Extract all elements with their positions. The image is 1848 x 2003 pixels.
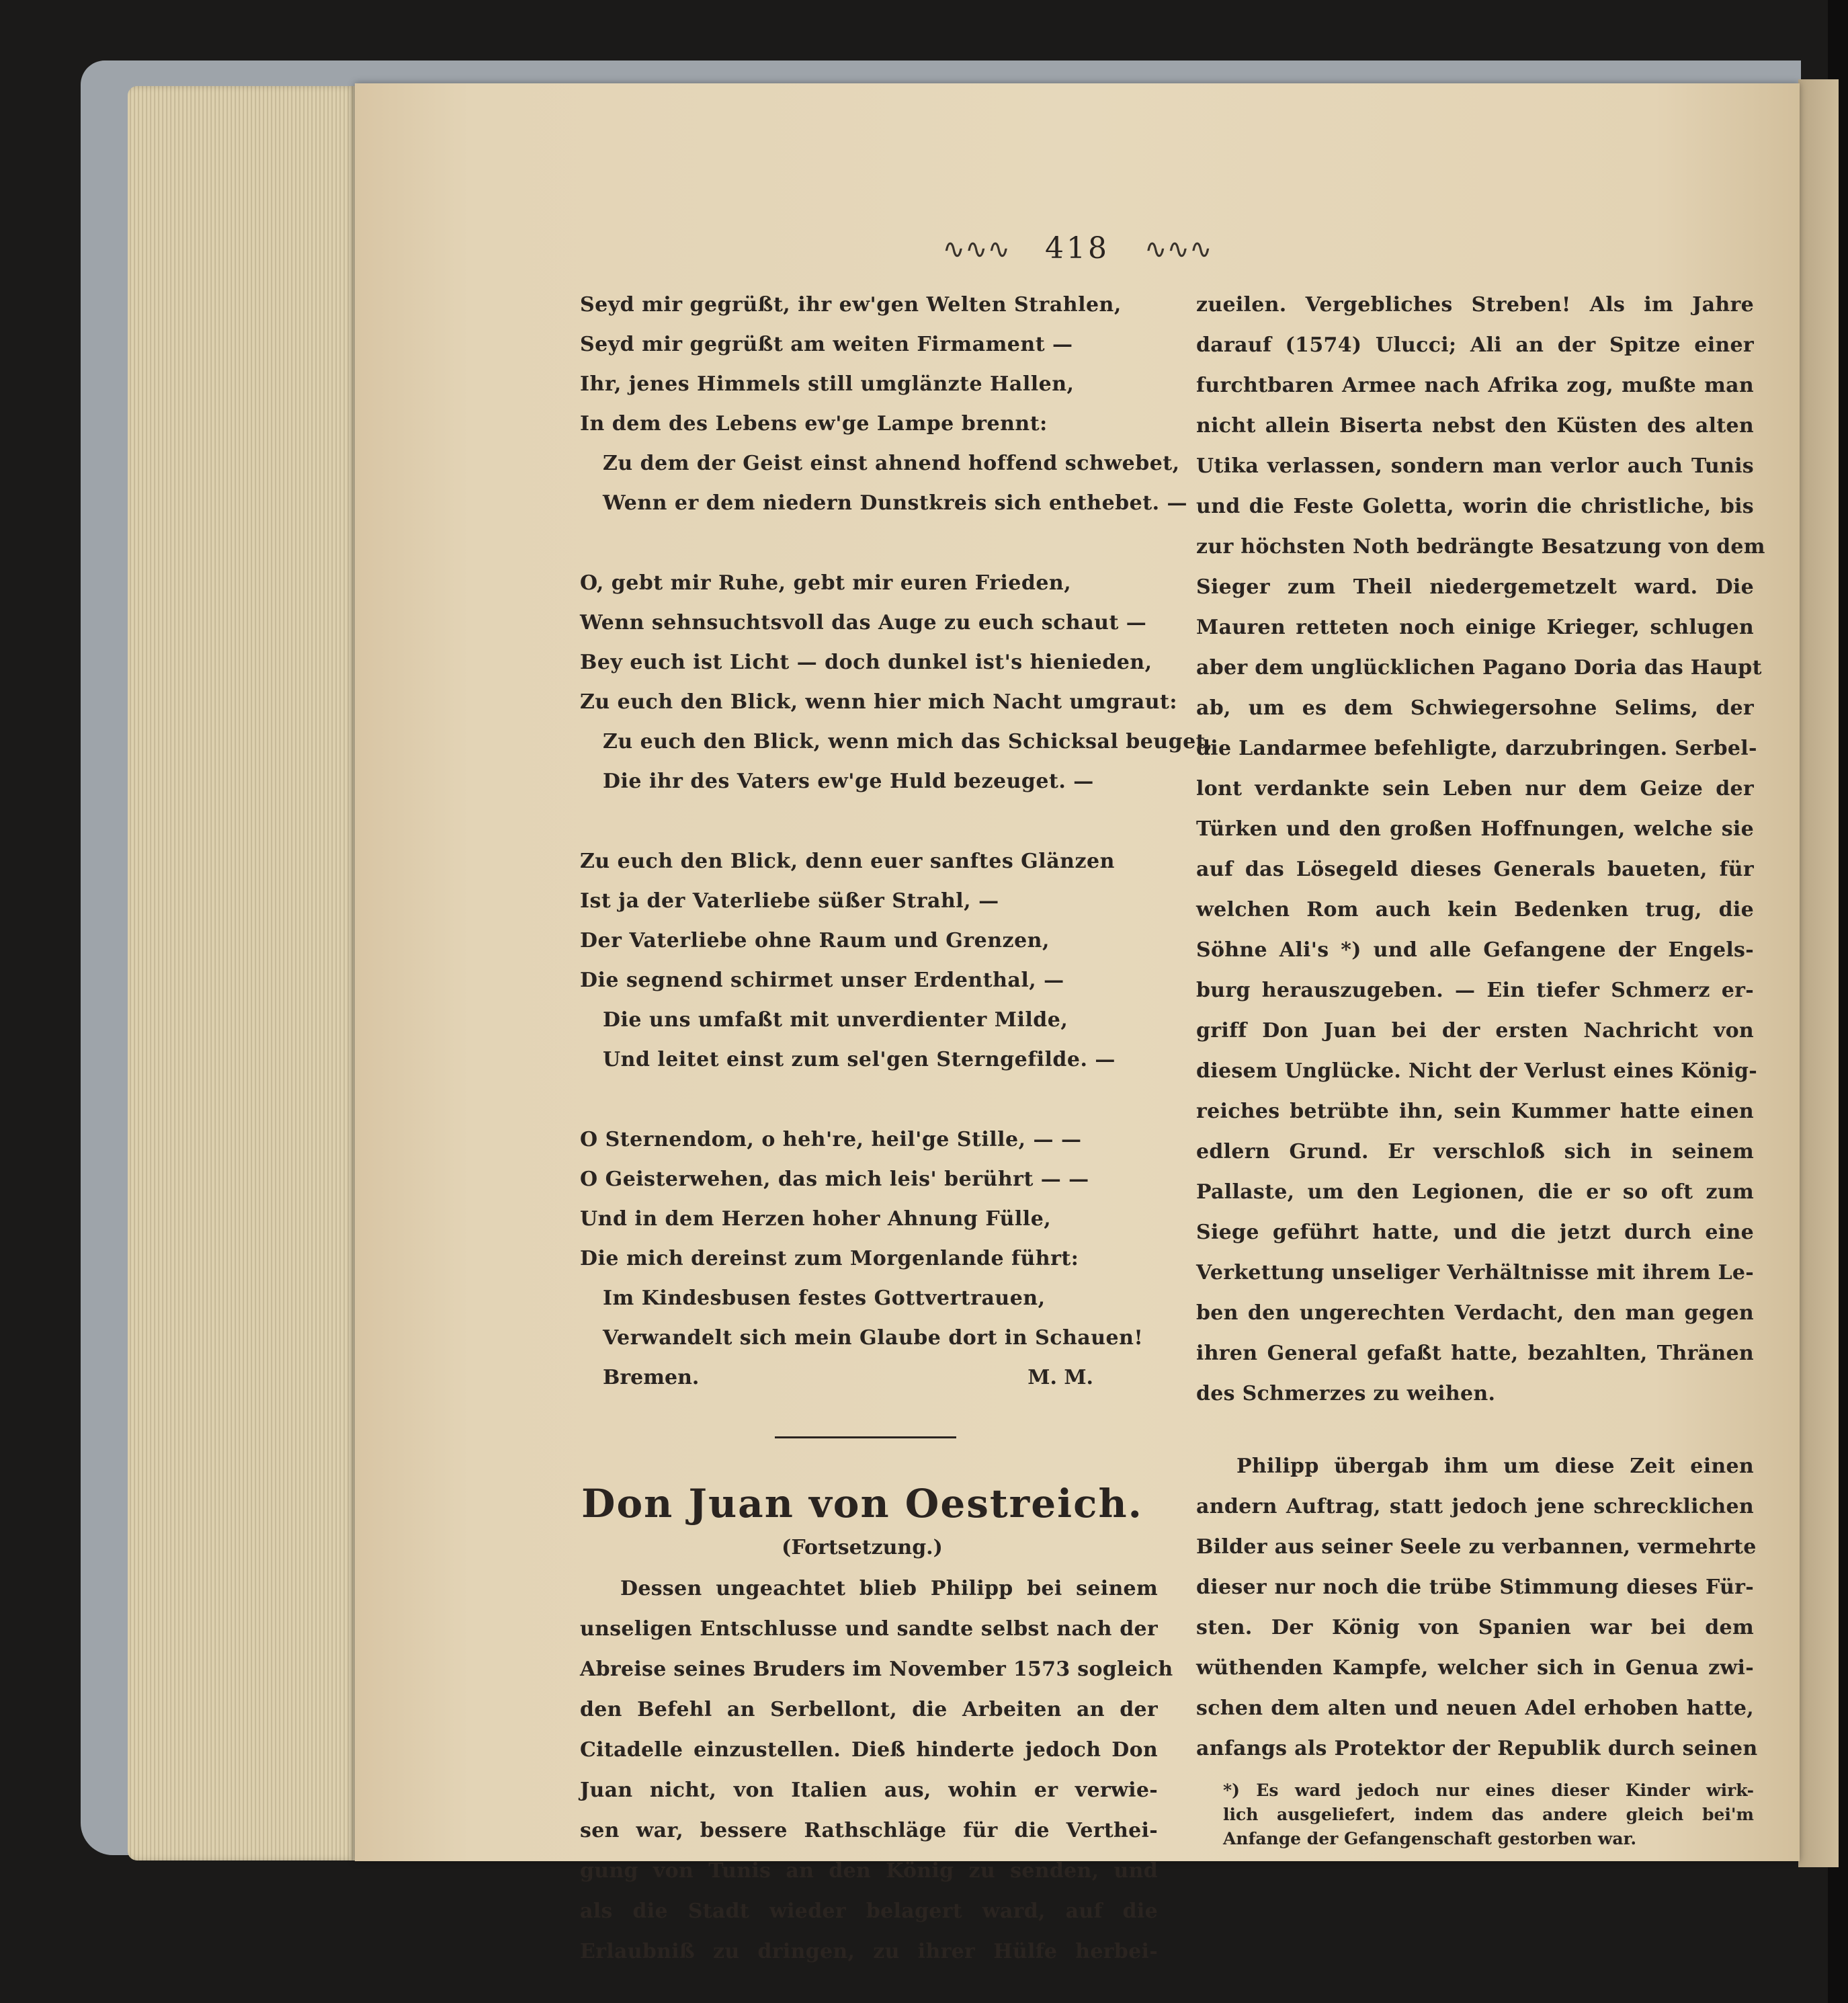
text-line: des Schmerzes zu weihen.: [1196, 1382, 1496, 1405]
page-number: 418: [1045, 231, 1109, 265]
text-line: Dessen ungeachtet blieb Philipp bei seinem: [620, 1577, 1158, 1600]
article-body-right-para-1: [1196, 285, 1765, 1414]
text-line: Erlaubniß zu dringen, zu ihrer Hülfe herbei-: [580, 1940, 1158, 1963]
poem-line: Zu euch den Blick, wenn hier mich Nacht umgraut:: [580, 690, 1177, 714]
text-line: darauf (1574) Ulucci; Ali an der Spitze einer: [1196, 333, 1754, 357]
poem-line: Wenn sehnsuchtsvoll das Auge zu euch schaut —: [580, 611, 1147, 635]
poem-line: Bey euch ist Licht — doch dunkel ist's hienieden,: [580, 651, 1152, 674]
left-column: [580, 285, 1213, 1972]
text-line: anfangs als Protektor der Republik durch seinen: [1196, 1737, 1758, 1760]
poem: [580, 285, 1213, 1397]
text-line: als die Stadt wieder belagert ward, auf die: [580, 1899, 1158, 1923]
poem-line: Und in dem Herzen hoher Ahnung Fülle,: [580, 1207, 1052, 1231]
text-line: und die Feste Goletta, worin die christliche, bis: [1196, 495, 1754, 518]
poem-stanza: [580, 285, 1187, 523]
page-block-edges: [128, 86, 356, 1861]
book-page: [355, 83, 1800, 1963]
text-line: gung von Tunis an den König zu senden, und: [580, 1859, 1158, 1883]
text-line: auf das Lösegeld dieses Generals baueten, für: [1196, 858, 1754, 881]
text-line: ben den ungerechten Verdacht, den man gegen: [1196, 1301, 1754, 1325]
text-line: Juan nicht, von Italien aus, wohin er verwie-: [580, 1779, 1158, 1802]
article-title: Don Juan von Oestreich.: [581, 1481, 1143, 1526]
poem-line: Seyd mir gegrüßt am weiten Firmament —: [580, 333, 1073, 356]
text-line: Citadelle einzustellen. Dieß hinderte jedoch Don: [580, 1738, 1158, 1762]
text-line: Türken und den großen Hoffnungen, welche sie: [1196, 817, 1754, 841]
section-divider: [775, 1436, 956, 1438]
text-line: die Landarmee befehligte, darzubringen. Serbel-: [1196, 737, 1757, 760]
right-column: [1196, 285, 1765, 1851]
text-line: Siege geführt hatte, und die jetzt durch eine: [1196, 1221, 1754, 1244]
text-line: unseligen Entschlusse und sandte selbst nach der: [580, 1617, 1158, 1641]
signature-initials: M. M.: [1027, 1366, 1093, 1389]
text-line: nicht allein Biserta nebst den Küsten des alten: [1196, 414, 1754, 438]
article-body-left: [580, 1569, 1173, 1972]
text-line: ihren General gefaßt hatte, bezahlten, Thränen: [1196, 1342, 1754, 1365]
poem-line: Die segnend schirmet unser Erdenthal, —: [580, 969, 1064, 992]
poem-stanza: [580, 563, 1213, 801]
text-line: Sieger zum Theil niedergemetzelt ward. Die: [1196, 575, 1754, 599]
text-line: lont verdankte sein Leben nur dem Geize der: [1196, 777, 1754, 801]
text-line: welchen Rom auch kein Bedenken trug, die: [1196, 898, 1754, 922]
article-body-right-para-2: [1196, 1446, 1758, 1769]
footnote-line: Anfange der Gefangenschaft gestorben war.: [1223, 1829, 1637, 1848]
article-subtitle: (Fortsetzung.): [782, 1536, 943, 1559]
text-line: griff Don Juan bei der ersten Nachricht von: [1196, 1019, 1754, 1043]
text-line: diesem Unglücke. Nicht der Verlust eines König-: [1196, 1059, 1758, 1083]
poem-line: Ihr, jenes Himmels still umglänzte Hallen,: [580, 372, 1075, 396]
poem-line: Die mich dereinst zum Morgenlande führt:: [580, 1247, 1079, 1270]
text-line: Mauren retteten noch einige Krieger, schlugen: [1196, 616, 1754, 639]
poem-line: Und leitet einst zum sel'gen Sterngefilde. —: [603, 1048, 1116, 1071]
text-line: burg herauszugeben. — Ein tiefer Schmerz er-: [1196, 979, 1754, 1002]
running-header: [355, 231, 1800, 265]
poem-line: Der Vaterliebe ohne Raum und Grenzen,: [580, 929, 1050, 952]
text-line: schen dem alten und neuen Adel erhoben hatte,: [1196, 1697, 1754, 1720]
poem-line: Zu euch den Blick, wenn mich das Schicksal beuget,: [603, 730, 1213, 753]
text-line: zur höchsten Noth bedrängte Besatzung von dem: [1196, 535, 1765, 559]
poem-stanza: [580, 1120, 1158, 1358]
poem-line: Wenn er dem niedern Dunstkreis sich enthebet. —: [603, 491, 1187, 515]
text-line: Verkettung unseliger Verhältnisse mit ihrem Le-: [1196, 1261, 1754, 1284]
poem-line: Zu euch den Blick, denn euer sanftes Glänzen: [580, 850, 1115, 873]
ornament-left: ∿∿∿: [942, 234, 1010, 265]
text-line: sen war, bessere Rathschläge für die Verthei-: [580, 1819, 1158, 1842]
text-line: andern Auftrag, statt jedoch jene schrecklichen: [1196, 1495, 1754, 1518]
text-line: aber dem unglücklichen Pagano Doria das Haupt: [1196, 656, 1762, 680]
poem-line: O, gebt mir Ruhe, gebt mir euren Frieden,: [580, 571, 1072, 595]
text-line: ab, um es dem Schwiegersohne Selims, der: [1196, 696, 1754, 720]
text-line: edlern Grund. Er verschloß sich in seinem: [1196, 1140, 1754, 1163]
footnote-line: *) Es ward jedoch nur eines dieser Kinder wirk-: [1223, 1781, 1754, 1800]
text-line: sten. Der König von Spanien war bei dem: [1196, 1616, 1754, 1639]
text-line: Abreise seines Bruders im November 1573 sogleich: [580, 1658, 1173, 1681]
adjacent-page-edge: [1798, 79, 1839, 1867]
text-line: Utika verlassen, sondern man verlor auch Tunis: [1196, 454, 1754, 478]
text-line: zueilen. Vergebliches Streben! Als im Jahre: [1196, 293, 1754, 317]
poem-line: Die uns umfaßt mit unverdienter Milde,: [603, 1008, 1068, 1032]
poem-line: Verwandelt sich mein Glaube dort in Schauen!: [603, 1326, 1144, 1350]
poem-line: In dem des Lebens ew'ge Lampe brennt:: [580, 412, 1048, 436]
poem-line: O Sternendom, o heh're, heil'ge Stille, — —: [580, 1128, 1082, 1151]
ornament-right: ∿∿∿: [1144, 234, 1212, 265]
poem-line: Ist ja der Vaterliebe süßer Strahl, —: [580, 889, 999, 913]
text-line: Pallaste, um den Legionen, die er so oft zum: [1196, 1180, 1754, 1204]
text-line: dieser nur noch die trübe Stimmung dieses Für-: [1196, 1576, 1754, 1599]
footnote-line: lich ausgeliefert, indem das andere gleich bei'm: [1223, 1805, 1754, 1824]
poem-signature: [580, 1358, 1093, 1397]
text-line: wüthenden Kampfe, welcher sich in Genua zwi-: [1196, 1656, 1754, 1680]
text-line: Bilder aus seiner Seele zu verbannen, vermehrte: [1196, 1535, 1757, 1559]
text-line: Söhne Ali's *) und alle Gefangene der Engels-: [1196, 938, 1754, 962]
text-line: Philipp übergab ihm um diese Zeit einen: [1236, 1455, 1754, 1478]
poem-line: Zu dem der Geist einst ahnend hoffend schwebet,: [603, 452, 1180, 475]
poem-line: O Geisterwehen, das mich leis' berührt — —: [580, 1168, 1089, 1191]
poem-line: Seyd mir gegrüßt, ihr ew'gen Welten Strahlen,: [580, 293, 1122, 317]
poem-stanza: [580, 842, 1158, 1079]
poem-line: Im Kindesbusen festes Gottvertrauen,: [603, 1286, 1046, 1310]
poem-line: Die ihr des Vaters ew'ge Huld bezeuget. —: [603, 770, 1094, 793]
text-line: furchtbaren Armee nach Afrika zog, mußte man: [1196, 374, 1754, 397]
signature-place: Bremen.: [603, 1366, 700, 1389]
text-line: reiches betrübte ihn, sein Kummer hatte einen: [1196, 1100, 1754, 1123]
text-line: den Befehl an Serbellont, die Arbeiten an der: [580, 1698, 1158, 1721]
paragraph-gap: [1196, 1414, 1754, 1446]
footnote: [1196, 1779, 1754, 1851]
